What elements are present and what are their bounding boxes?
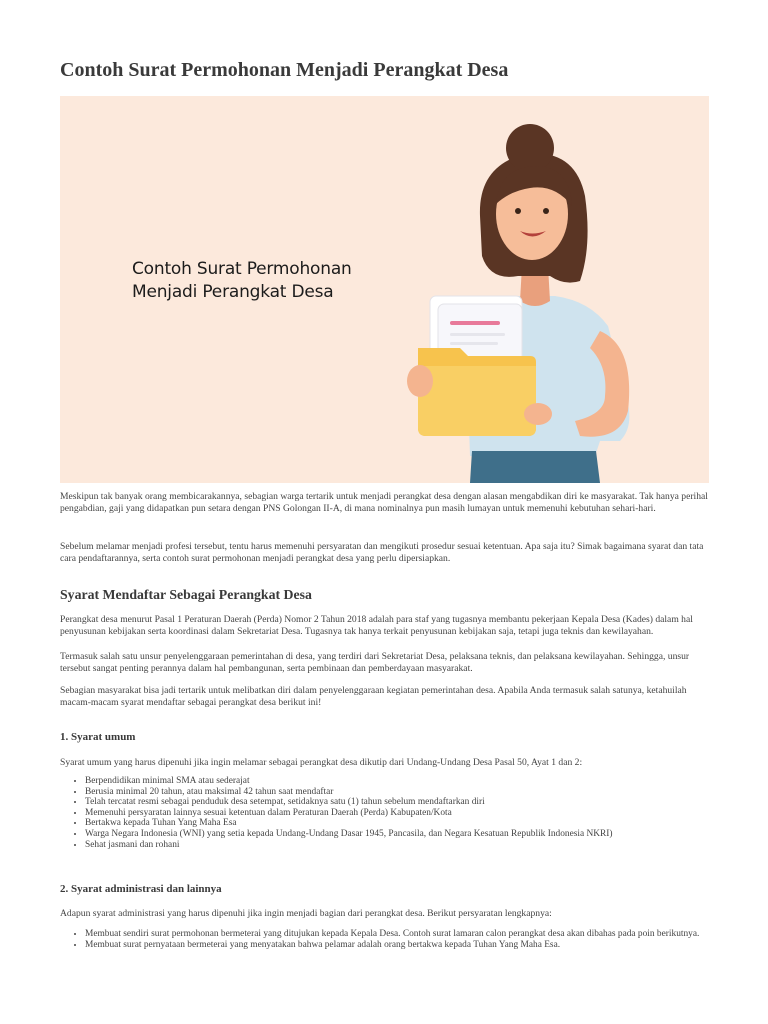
list-item: • Bertakwa kepada Tuhan Yang Maha Esa [85,818,735,829]
article-title: Contoh Surat Permohonan Menjadi Perangkat Desa [60,59,509,81]
list-item: • Membuat sendiri surat permohonan bermeterai yang ditujukan kepada Kepala Desa. Contoh surat lamaran calon perangkat desa akan dibahas pada poin berikutnya. [85,929,705,940]
list-item: • Berusia minimal 20 tahun, atau maksimal 42 tahun saat mendaftar [85,787,735,798]
intro-paragraph-2: Sebelum melamar menjadi profesi tersebut, tentu harus memenuhi persyaratan dan mengikuti prosedur sesuai ketentuan. Apa saja itu? Simak bagaimana syarat dan tata cara pendaftarannya, serta contoh surat permohonan menjadi perangkat desa yang perlu dipersiapkan. [60,541,704,565]
list-item: • Warga Negara Indonesia (WNI) yang setia kepada Undang-Undang Dasar 1945, Pancasila, dan Negara Kesatuan Republik Indonesia NKRI) [85,829,735,840]
banner-title-line-2: Menjadi Perangkat Desa [132,282,334,302]
general-requirements-list [60,776,735,850]
list-item: • Sehat jasmani dan rohani [85,840,735,851]
intro-paragraph-1: Meskipun tak banyak orang membicarakannya, sebagian warga tertarik untuk menjadi perangkat desa dengan alasan mengabdikan diri ke masyarakat. Tak hanya perihal pengabdian, gaji yang didapatkan pun setara dengan PNS Golongan II-A, di mana nominalnya pun masih lumayan untuk memenuhi kebutuhan sehari-hari. [60,491,708,515]
subsection-1-heading: 1. Syarat umum [60,731,136,743]
hero-banner [60,96,709,483]
section-paragraph-1: Perangkat desa menurut Pasal 1 Peraturan Daerah (Perda) Nomor 2 Tahun 2018 adalah para staf yang tugasnya membantu pekerjaan Kepala Desa (Kades) dalam hal penyusunan kebijakan serta koordinasi dalam Sekretariat Desa. Tugasnya tak hanya terkait penyusunan kebijakan saja, tetapi juga teknis dan kewilayahan. [60,614,693,638]
subsection-2-intro: Adapun syarat administrasi yang harus dipenuhi jika ingin menjadi bagian dari perangkat desa. Berikut persyaratan lengkapnya: [60,908,552,919]
list-item: • Berpendidikan minimal SMA atau sederajat [85,776,735,787]
administrative-requirements-list [60,929,705,951]
list-item: • Memenuhi persyaratan lainnya sesuai ketentuan dalam Peraturan Daerah (Perda) Kabupaten/Kota [85,808,735,819]
section-paragraph-3: Sebagian masyarakat bisa jadi tertarik untuk melibatkan diri dalam penyelenggaraan kegiatan pemerintahan desa. Apabila Anda termasuk salah satunya, ketahuilah macam-macam syarat mendaftar sebagai perangkat desa berikut ini! [60,685,687,709]
subsection-1-intro: Syarat umum yang harus dipenuhi jika ingin melamar sebagai perangkat desa dikutip dari Undang-Undang Desa Pasal 50, Ayat 1 dan 2: [60,757,583,768]
banner-title [132,258,402,304]
list-item: • Telah tercatat resmi sebagai penduduk desa setempat, setidaknya satu (1) tahun sebelum mendaftarkan diri [85,797,735,808]
list-item: • Membuat surat pernyataan bermeterai yang menyatakan bahwa pelamar adalah orang bertakwa kepada Tuhan Yang Maha Esa. [85,940,705,951]
section-heading: Syarat Mendaftar Sebagai Perangkat Desa [60,587,312,602]
section-paragraph-2: Termasuk salah satu unsur penyelenggaraan pemerintahan di desa, yang terdiri dari Sekretariat Desa, pelaksana teknis, dan pelaksana kewilayahan. Sehingga, unsur tersebut sangat penting perannya dalam hal pembangunan, serta pembinaan dan pemberdayaan masyarakat. [60,651,690,675]
subsection-2-heading: 2. Syarat administrasi dan lainnya [60,883,222,895]
banner-title-line-1: Contoh Surat Permohonan [132,259,352,279]
